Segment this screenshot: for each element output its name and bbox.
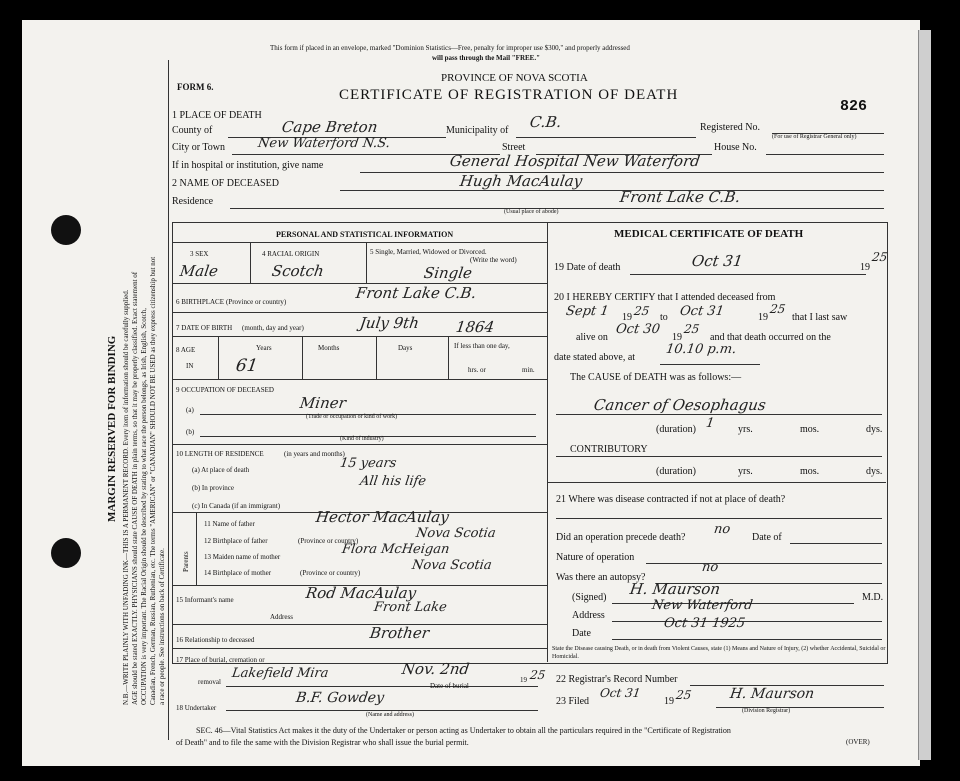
- death-occurred-label: and that death occurred on the: [710, 332, 831, 343]
- over-label: (OVER): [846, 738, 870, 746]
- filed-year-prefix: 19: [664, 696, 674, 707]
- occupation-value: Miner: [298, 394, 348, 412]
- birthplace-value: Front Lake C.B.: [354, 284, 478, 302]
- county-value: Cape Breton: [280, 118, 379, 136]
- last-saw-label: that I last saw: [792, 312, 848, 323]
- dob-year-value: 1864: [454, 318, 496, 336]
- from-year-value: 25: [633, 304, 651, 318]
- mother-birthplace-value: Nova Scotia: [410, 558, 493, 573]
- name-of-deceased-label: 2 NAME OF DECEASED: [172, 178, 279, 189]
- informant-address-value: Front Lake: [372, 600, 448, 615]
- usual-abode-note: (Usual place of abode): [504, 209, 559, 215]
- mother-name-value: Flora McHeigan: [340, 542, 451, 557]
- certify-label: 20 I HEREBY CERTIFY that I attended deceased from: [554, 292, 776, 303]
- division-registrar-note: (Division Registrar): [742, 708, 791, 714]
- county-label: County of: [172, 125, 213, 136]
- informant-address-label: Address: [270, 613, 293, 621]
- margin-note-2: AGE should be stated EXACTLY. PHYSICIANS should state CAUSE OF DEATH in plain terms, so that it may be properly classified. Exact statement of: [131, 271, 139, 705]
- margin-note-3: OCCUPATION is very important. The Racial Origin should be described by stating to what race the person belongs, as Irish, English, Scotch,: [140, 308, 148, 705]
- sex-value: Male: [178, 262, 220, 280]
- dob-value: July 9th: [358, 314, 421, 332]
- house-label: House No.: [714, 142, 757, 153]
- burial-place-value: Lakefield Mira: [230, 666, 330, 681]
- filed-date-value: Oct 31: [599, 686, 642, 700]
- burial-label: 17 Place of burial, cremation or: [176, 656, 265, 664]
- industry-note: (Kind of industry): [340, 436, 384, 442]
- footer-line-1: SEC. 46—Vital Statistics Act makes it the duty of the Undertaker or person acting as Undertaker to obtain all the particulars required in the "Certificate of Registration: [196, 726, 731, 735]
- cause-dys-label: dys.: [866, 424, 883, 435]
- death-year-prefix: 19: [860, 262, 870, 273]
- marital-label: 5 Single, Married, Widowed or Divorced.: [370, 248, 487, 256]
- marital-value: Single: [422, 264, 474, 282]
- residence-value: Front Lake C.B.: [618, 188, 742, 206]
- parents-label: Parents: [182, 551, 190, 572]
- street-label: Street: [502, 142, 526, 153]
- birthplace-label: 6 BIRTHPLACE: [176, 298, 224, 306]
- binder-hole-bottom: [51, 538, 81, 568]
- municipality-label: Municipality of: [446, 125, 509, 136]
- burial-date-value: Nov. 2nd: [400, 660, 471, 678]
- to-year-prefix: 19: [758, 312, 768, 323]
- father-bp-hint: (Province or country): [298, 537, 359, 545]
- state-disease-note: State the Disease causing Death, or in death from Violent Causes, state (1) Means and Nature of Injury, (2) whether Accidental, Suicidal or Homicidal.: [552, 646, 886, 660]
- residence-label: Residence: [172, 196, 214, 207]
- days-label: Days: [398, 344, 413, 352]
- trade-note: (Trade or occupation or kind of work): [306, 414, 398, 420]
- to-year-value: 25: [769, 302, 787, 316]
- registrar-use-note: (For use of Registrar General only): [772, 134, 857, 140]
- min-label: min.: [522, 366, 535, 374]
- physician-address-value: New Waterford: [650, 598, 754, 613]
- attended-from-value: Sept 1: [564, 304, 610, 319]
- city-label: City or Town: [172, 142, 226, 153]
- physician-date-value: Oct 31 1925: [662, 616, 747, 631]
- contrib-mos-label: mos.: [800, 466, 820, 477]
- alive-year-value: 25: [683, 322, 701, 336]
- relationship-label: 16 Relationship to deceased: [176, 636, 255, 644]
- mother-bp-hint: (Province or country): [300, 569, 361, 577]
- registered-no-label: Registered No.: [700, 122, 760, 133]
- age-in-label: IN: [186, 362, 194, 370]
- occupation-b-label: (b): [186, 428, 195, 436]
- at-place-value: 15 years: [338, 456, 398, 471]
- binder-hole-top: [51, 215, 81, 245]
- father-name-label: 11 Name of father: [204, 520, 255, 528]
- cause-label: The CAUSE of DEATH was as follows:—: [570, 372, 742, 383]
- racial-origin-value: Scotch: [270, 262, 326, 280]
- date-of-death-label: 19 Date of death: [554, 262, 621, 273]
- filed-year-value: 25: [675, 688, 693, 702]
- main-table-frame: [172, 222, 888, 664]
- occupation-a-label: (a): [186, 406, 194, 414]
- contrib-dys-label: dys.: [866, 466, 883, 477]
- date-stated-label: date stated above, at: [554, 352, 636, 363]
- write-word-note: (Write the word): [470, 256, 517, 264]
- cause-value: Cancer of Oesophagus: [592, 396, 767, 414]
- racial-origin-label: 4 RACIAL ORIGIN: [262, 250, 320, 258]
- alive-on-value: Oct 30: [614, 322, 661, 337]
- cause-mos-label: mos.: [800, 424, 820, 435]
- autopsy-label: Was there an autopsy?: [556, 572, 646, 583]
- contrib-yrs-label: yrs.: [738, 466, 753, 477]
- cause-duration-label: (duration): [656, 424, 696, 435]
- death-year-value: 25: [871, 250, 889, 264]
- dob-hint: (month, day and year): [242, 324, 304, 332]
- filed-label: 23 Filed: [556, 696, 590, 707]
- months-label: Months: [318, 344, 340, 352]
- length-of-residence-label: 10 LENGTH OF RESIDENCE: [176, 450, 264, 458]
- disease-contracted-label: 21 Where was disease contracted if not at place of death?: [556, 494, 786, 505]
- margin-note-5: a race or people. See instructions on back of Certificate.: [158, 548, 166, 705]
- contributory-label: CONTRIBUTORY: [570, 444, 648, 455]
- certificate-title: CERTIFICATE OF REGISTRATION OF DEATH: [339, 87, 679, 103]
- undertaker-label: 18 Undertaker: [176, 704, 217, 712]
- age-label: 8 AGE: [176, 346, 196, 354]
- less-than-day-label: If less than one day,: [454, 342, 510, 350]
- cause-duration-value: 1: [704, 416, 716, 431]
- removal-label: removal: [198, 678, 221, 686]
- margin-note-4: Canadian, French, German, Russian, Ruthenian, etc. The terms "AMERICAN" or "CANADIAN" SHOULD NOT BE USED as they express citizenship but not: [149, 256, 157, 705]
- division-registrar-signature: H. Maurson: [728, 686, 816, 702]
- physician-address-label: Address: [572, 610, 605, 621]
- date-of-label: Date of: [752, 532, 782, 543]
- alive-year-prefix: 19: [672, 332, 682, 343]
- father-name-value: Hector MacAulay: [314, 508, 451, 526]
- burial-year-value: 25: [529, 668, 547, 682]
- in-province-value: All his life: [358, 474, 428, 489]
- in-province-label: (b) In province: [192, 484, 234, 492]
- time-of-death-value: 10.10 p.m.: [664, 342, 738, 357]
- alive-on-label: alive on: [576, 332, 608, 343]
- burial-year-prefix: 19: [520, 676, 527, 684]
- operation-value: no: [712, 522, 732, 537]
- undertaker-value: B.F. Gowdey: [294, 690, 386, 706]
- margin-note-1: N.B.—WRITE PLAINLY WITH UNFADING INK—THIS IS A PERMANENT RECORD. Every item of information should be carefully supplied.: [122, 289, 130, 705]
- name-address-note: (Name and address): [366, 712, 414, 718]
- personal-section-header: PERSONAL AND STATISTICAL INFORMATION: [276, 230, 454, 239]
- municipality-value: C.B.: [528, 113, 563, 131]
- age-years-value: 61: [234, 356, 260, 376]
- cause-yrs-label: yrs.: [738, 424, 753, 435]
- in-canada-label: (c) In Canada (if an immigrant): [192, 502, 281, 510]
- sex-label: 3 SEX: [190, 250, 209, 258]
- registrar-record-label: 22 Registrar's Record Number: [556, 674, 678, 685]
- informant-value: Rod MacAulay: [304, 584, 418, 602]
- relationship-value: Brother: [368, 624, 431, 642]
- deceased-name-value: Hugh MacAulay: [458, 172, 584, 190]
- burial-date-label: Date of burial: [430, 682, 469, 690]
- medical-section-header: MEDICAL CERTIFICATE OF DEATH: [614, 228, 804, 240]
- mother-name-label: 13 Maiden name of mother: [204, 553, 281, 561]
- province-heading: PROVINCE OF NOVA SCOTIA: [441, 72, 588, 84]
- hospital-label: If in hospital or institution, give name: [172, 160, 324, 171]
- registration-stamp-number: 826: [840, 98, 868, 115]
- father-birthplace-label: 12 Birthplace of father: [204, 537, 268, 545]
- dob-label: 7 DATE OF BIRTH: [176, 324, 233, 332]
- from-year-prefix: 19: [622, 312, 632, 323]
- physician-signature-value: H. Maurson: [628, 580, 722, 598]
- informant-label: 15 Informant's name: [176, 596, 234, 604]
- years-label: Years: [256, 344, 272, 352]
- mailing-note: This form if placed in an envelope, marked "Dominion Statistics—Free, penalty for improper use $300," and properly addressed: [270, 44, 630, 52]
- mother-birthplace-label: 14 Birthplace of mother: [204, 569, 272, 577]
- form-number: FORM 6.: [177, 82, 214, 92]
- city-value: New Waterford N.S.: [256, 136, 392, 151]
- at-place-label: (a) At place of death: [192, 466, 250, 474]
- nature-operation-label: Nature of operation: [556, 552, 635, 563]
- to-label: to: [660, 312, 668, 323]
- margin-divider: [168, 60, 169, 740]
- date-of-death-value: Oct 31: [690, 252, 744, 270]
- physician-date-label: Date: [572, 628, 591, 639]
- hrs-label: hrs. or: [468, 366, 486, 374]
- operation-label: Did an operation precede death?: [556, 532, 686, 543]
- birthplace-hint: (Province or country): [226, 298, 287, 306]
- mailing-note-2: will pass through the Mail "FREE.": [432, 54, 540, 62]
- hospital-value: General Hospital New Waterford: [448, 152, 702, 170]
- autopsy-value: no: [700, 560, 720, 575]
- occupation-label: 9 OCCUPATION OF DECEASED: [176, 386, 274, 394]
- place-of-death-label: 1 PLACE OF DEATH: [172, 110, 262, 121]
- page-stack-edge: [918, 30, 931, 760]
- footer-line-2: of Death" and to file the same with the Division Registrar who shall issue the burial permit.: [176, 738, 469, 747]
- contrib-duration-label: (duration): [656, 466, 696, 477]
- father-birthplace-value: Nova Scotia: [414, 526, 497, 541]
- attended-to-value: Oct 31: [678, 304, 725, 319]
- length-hint: (in years and months): [284, 450, 345, 458]
- md-label: M.D.: [862, 592, 884, 603]
- signed-label: (Signed): [572, 592, 607, 603]
- binding-margin-label: MARGIN RESERVED FOR BINDING: [106, 335, 118, 522]
